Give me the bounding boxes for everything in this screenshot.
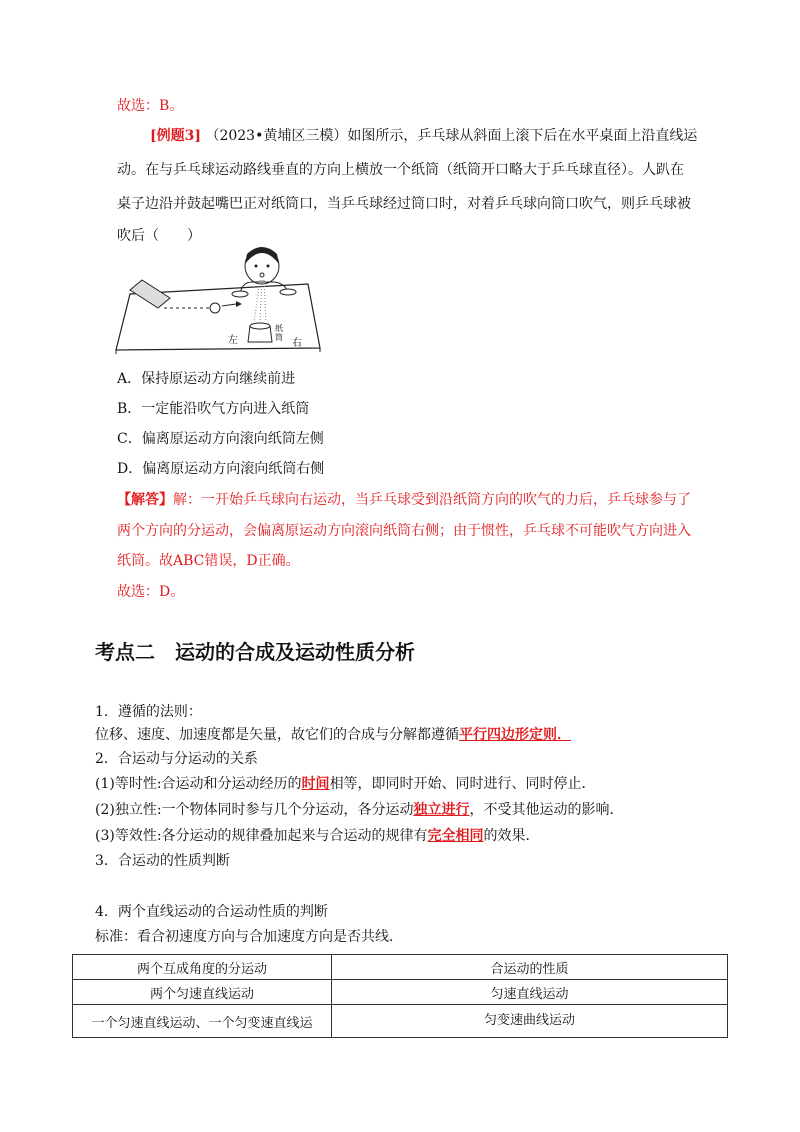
rule-4 <box>95 800 624 820</box>
ball <box>210 303 220 313</box>
example-line-1 <box>150 126 697 146</box>
rule-4-highlight: 独立进行 <box>413 802 470 818</box>
rule-5-text-end: 的效果． <box>483 828 540 844</box>
solution-tag: 【解答】 <box>117 492 173 508</box>
rule-4-text: (2)独立性:一个物体同时参与几个分运动，各分运动 <box>95 802 414 818</box>
table-cell: 一个匀速直线运动、一个匀变速直线运 <box>73 1005 332 1038</box>
rule-1: 1．遵循的法则： <box>95 704 202 720</box>
motion-table <box>72 954 728 1038</box>
option-b: B．一定能沿吹气方向进入纸筒 <box>117 401 310 417</box>
example-line-4: 吹后（ ） <box>117 228 201 244</box>
rule-1-body <box>95 725 571 745</box>
rule-5-text: (3)等效性:各分运动的规律叠加起来与合运动的规律有 <box>95 828 428 844</box>
rule-3 <box>95 774 596 794</box>
experiment-figure <box>112 246 327 354</box>
solution-text-1: 解：一开始乒乓球向右运动，当乒乓球受到沿纸筒方向的吹气的力后，乒乓球参与了 <box>173 492 691 508</box>
example-text-1: 如图所示，乒乓球从斜面上滚下后在水平桌面上沿直线运 <box>347 128 698 144</box>
figure-tube-label: 纸筒 <box>275 324 283 342</box>
ramp <box>130 280 170 308</box>
example-line-3: 桌子边沿并鼓起嘴巴正对纸筒口，当乒乓球经过筒口时，对着乒乓球向筒口吹气，则乒乓球被 <box>117 196 691 212</box>
section-title: 考点二 运动的合成及运动性质分析 <box>95 640 415 664</box>
figure-right-label: 右 <box>292 338 302 349</box>
example-line-2: 动。在与乒乓球运动路线垂直的方向上横放一个纸筒（纸筒开口略大于乒乓球直径）。人趴在 <box>117 162 684 178</box>
solution-line-3: 纸筒。故ABC错误，D正确。 <box>117 553 300 569</box>
solution-line-2: 两个方向的分运动，会偏离原运动方向滚向纸筒右侧；由于惯性，乒乓球不可能吹气方向进入 <box>117 523 691 539</box>
table-row <box>73 1005 728 1038</box>
example-tag: [例题3] <box>150 128 201 144</box>
rule-3-highlight: 时间 <box>301 776 330 792</box>
table-cell: 两个匀速直线运动 <box>73 980 332 1005</box>
rule-4-text-end: ，不受其他运动的影响． <box>469 802 624 818</box>
option-a: A．保持原运动方向继续前进 <box>117 371 296 387</box>
answer-line-2: 故选：D。 <box>117 584 185 600</box>
rule-3-text: (1)等时性:合运动和分运动经历的 <box>95 776 302 792</box>
solution-line-1 <box>117 490 691 510</box>
table-row <box>73 980 728 1005</box>
table-cell: 匀速直线运动 <box>332 980 728 1005</box>
paper-tube <box>248 323 272 342</box>
rule-2: 2．合运动与分运动的关系 <box>95 751 258 767</box>
rule-5-highlight: 完全相同 <box>427 828 484 844</box>
rule-1-highlight: 平行四边形定则． <box>459 727 571 743</box>
rule-6: 3．合运动的性质判断 <box>95 853 230 869</box>
table-header-row <box>73 955 728 980</box>
option-c: C．偏离原运动方向滚向纸筒左侧 <box>117 431 324 447</box>
figure-left-label: 左 <box>228 335 238 346</box>
rule-1-text: 位移、速度、加速度都是矢量，故它们的合成与分解都遵循 <box>95 727 459 743</box>
table-header-cell: 合运动的性质 <box>332 955 728 980</box>
answer-line-1: 故选：B。 <box>117 98 184 114</box>
table-cell: 匀变速曲线运动 <box>332 1005 728 1038</box>
rule-7: 4．两个直线运动的合运动性质的判断 <box>95 904 328 920</box>
option-d: D．偏离原运动方向滚向纸筒右侧 <box>117 461 325 477</box>
table-header-cell: 两个互成角度的分运动 <box>73 955 332 980</box>
rule-3-text-end: 相等，即同时开始、同时进行、同时停止． <box>329 776 596 792</box>
rule-8: 标准：看合初速度方向与合加速度方向是否共线． <box>95 929 403 945</box>
rule-5 <box>95 826 540 846</box>
example-source: （2023•黄埔区三模） <box>205 128 348 144</box>
